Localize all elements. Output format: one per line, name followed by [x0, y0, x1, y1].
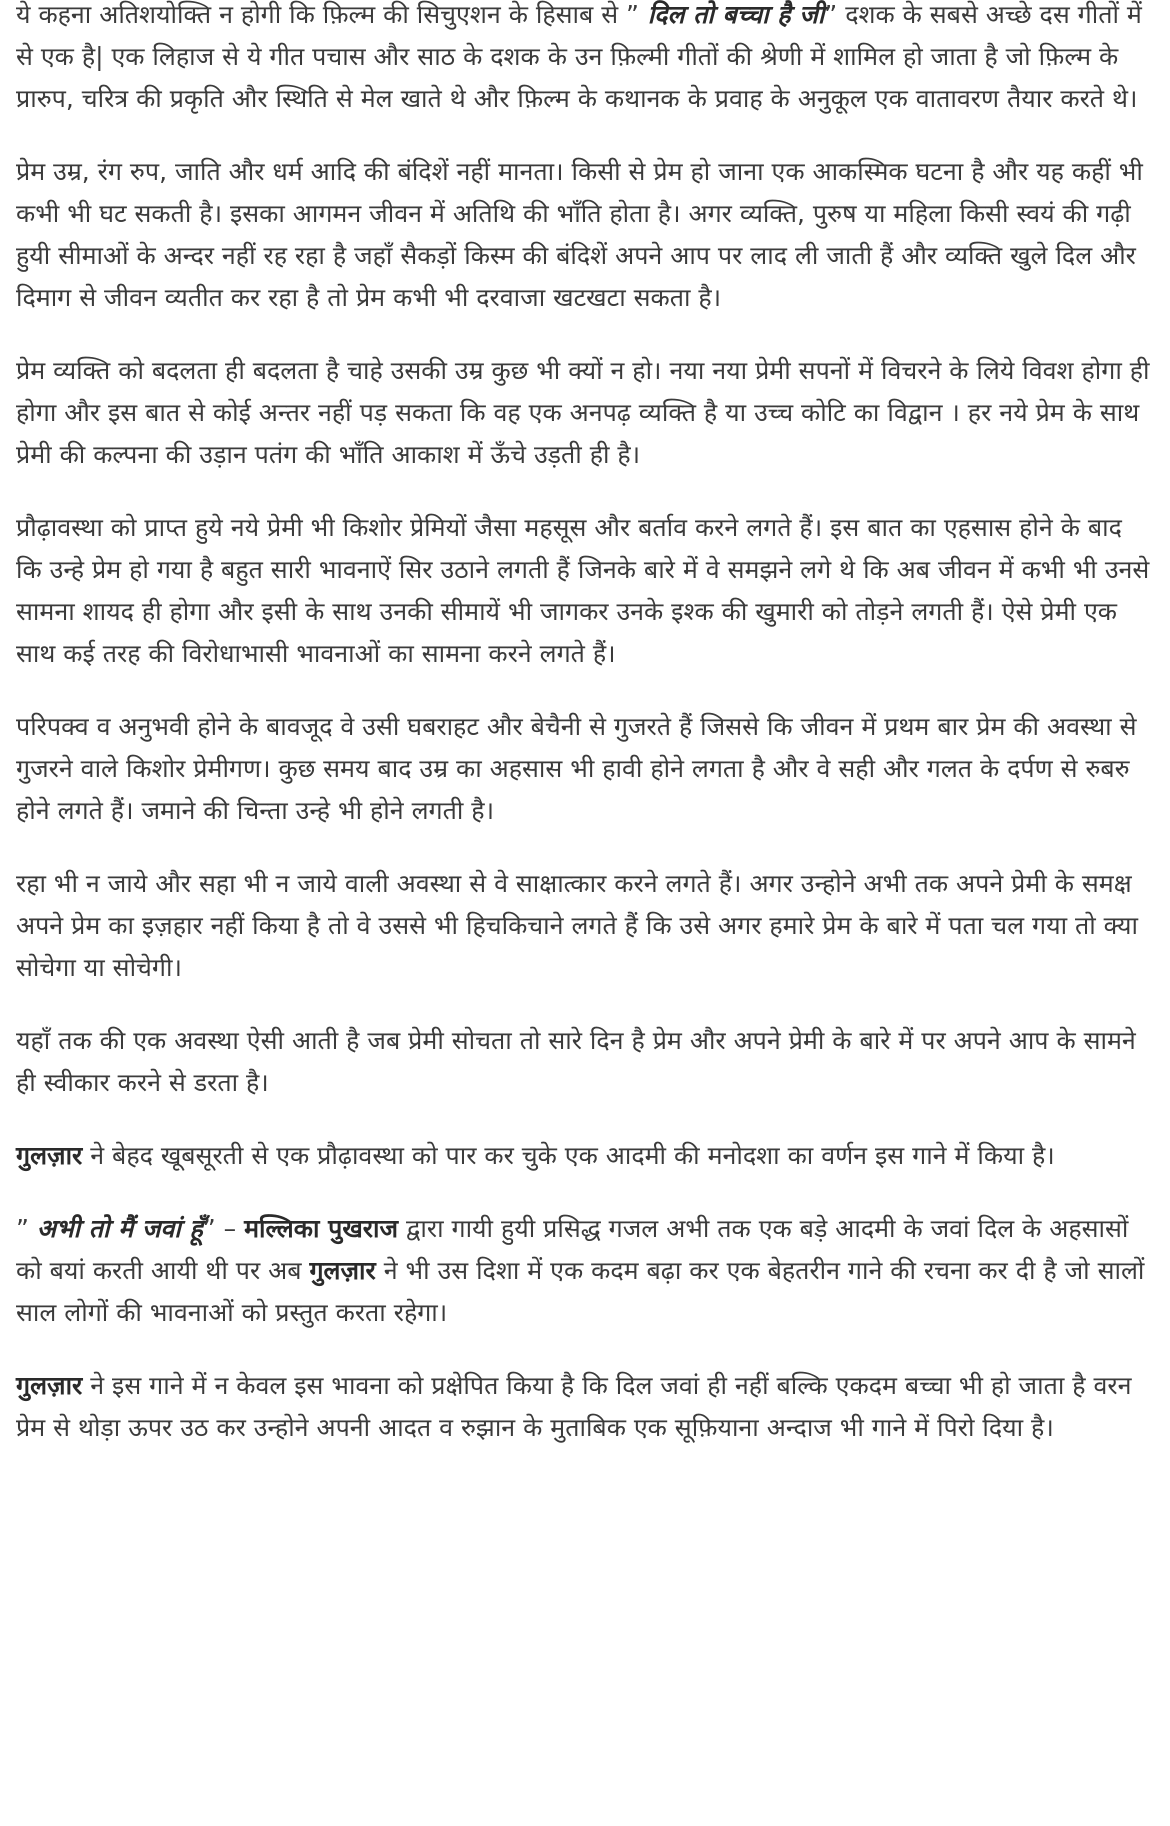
- singer-name: मल्लिका पुखराज: [244, 1214, 399, 1243]
- intro-text-cont: ” दशक के सबसे अच्छे दस गीतों में से एक है| एक लिहाज से ये गीत पचास और साठ के दशक के उन फ़िल्मी गीतों की श्रेणी में शामिल हो जाता है जो फ़िल्म के प्रारुप, चरित्र की प्रकृति और स्थिति से मेल खाते थे और फ़िल्म के कथानक के प्रवाह के अनुकूल एक वातावरण तैयार करते थे।: [16, 0, 1142, 113]
- intro-text: ये कहना अतिशयोक्ति न होगी कि फ़िल्म की सिचुएशन के हिसाब से ”: [16, 0, 639, 29]
- gulzar-name: गुलज़ार: [309, 1256, 376, 1285]
- open-quote: ”: [16, 1214, 37, 1243]
- paragraph-gulzar-description: [16, 1135, 1152, 1177]
- paragraph-ghazal-reference: [16, 1208, 1152, 1334]
- gulzar-name: गुलज़ार: [16, 1371, 83, 1400]
- gulzar-description-text: ने बेहद खूबसूरती से एक प्रौढ़ावस्था को पार कर चुके एक आदमी की मनोदशा का वर्णन इस गाने में किया है।: [82, 1141, 1055, 1170]
- paragraph-sufi-style: [16, 1365, 1152, 1449]
- paragraph-love-changes: प्रेम व्यक्ति को बदलता ही बदलता है चाहे उसकी उम्र कुछ भी क्यों न हो। नया नया प्रेमी सपनों में विचरने के लिये विवश होगा ही होगा और इस बात से कोई अन्तर नहीं पड़ सकता कि वह एक अनपढ़ व्यक्ति है या उच्च कोटि का विद्वान । हर नये प्रेम के साथ प्रेमी की कल्पना की उड़ान पतंग की भाँति आकाश में ऊँचे उड़ती ही है।: [16, 356, 1150, 469]
- sufi-style-text: ने इस गाने में न केवल इस भावना को प्रक्षेपित किया है कि दिल जवां ही नहीं बल्कि एकदम बच्चा भी हो जाता है वरन प्रेम से थोड़ा ऊपर उठ कर उन्होने अपनी आदत व रुझान के मुताबिक एक सूफ़ियाना अन्दाज भी गाने में पिरो दिया है।: [16, 1371, 1132, 1442]
- ghazal-text: द्वारा गायी हुयी प्रसिद्ध गजल अभी तक एक बड़े आदमी के जवां दिल के अहसासों को बयां करती आयी थी पर अब: [16, 1214, 1129, 1285]
- ghazal-title-emphasis: अभी तो मैं जवां हूँ: [36, 1214, 203, 1243]
- paragraph-experienced: परिपक्व व अनुभवी होने के बावजूद वे उसी घबराहट और बेचैनी से गुजरते हैं जिससे कि जीवन में प्रथम बार प्रेम की अवस्था से गुजरने वाले किशोर प्रेमीगण। कुछ समय बाद उम्र का अहसास भी हावी होने लगता है और वे सही और गलत के दर्पण से रुबरु होने लगते हैं। जमाने की चिन्ता उन्हे भी होने लगती है।: [16, 712, 1137, 825]
- close-quote-dash: ” –: [202, 1214, 245, 1243]
- ghazal-text-cont: ने भी उस दिशा में एक कदम बढ़ा कर एक बेहतरीन गाने की रचना कर दी है जो सालों साल लोगों की भावनाओं को प्रस्तुत करता रहेगा।: [16, 1256, 1145, 1327]
- paragraph-love-nature: प्रेम उम्र, रंग रुप, जाति और धर्म आदि की बंदिशें नहीं मानता। किसी से प्रेम हो जाना एक आकस्मिक घटना है और यह कहीं भी कभी भी घट सकती है। इसका आगमन जीवन में अतिथि की भाँति होता है। अगर व्यक्ति, पुरुष या महिला किसी स्वयं की गढ़ी हुयी सीमाओं के अन्दर नहीं रह रहा है जहाँ सैकड़ों किस्म की बंदिशें अपने आप पर लाद ली जाती हैं और व्यक्ति खुले दिल और दिमाग से जीवन व्यतीत कर रहा है तो प्रेम कभी भी दरवाजा खटखटा सकता है।: [16, 157, 1143, 312]
- paragraph-hesitation: रहा भी न जाये और सहा भी न जाये वाली अवस्था से वे साक्षात्कार करने लगते हैं। अगर उन्होने अभी तक अपने प्रेमी के समक्ष अपने प्रेम का इज़हार नहीं किया है तो वे उससे भी हिचकिचाने लगते हैं कि उसे अगर हमारे प्रेम के बारे में पता चल गया तो क्या सोचेगा या सोचेगी।: [16, 869, 1139, 982]
- song-title-emphasis: दिल तो बच्चा है जी: [639, 0, 825, 29]
- gulzar-name: गुलज़ार: [16, 1141, 83, 1170]
- paragraph-mature-lovers: प्रौढ़ावस्था को प्राप्त हुये नये प्रेमी भी किशोर प्रेमियों जैसा महसूस और बर्ताव करने लगते हैं। इस बात का एहसास होने के बाद कि उन्हे प्रेम हो गया है बहुत सारी भावनाऐं सिर उठाने लगती हैं जिनके बारे में वे समझने लगे थे कि अब जीवन में कभी भी उनसे सामना शायद ही होगा और इसी के साथ उनकी सीमायें भी जागकर उनके इश्क की खुमारी को तोड़ने लगती हैं। ऐसे प्रेमी एक साथ कई तरह की विरोधाभासी भावनाओं का सामना करने लगते हैं।: [16, 513, 1150, 668]
- paragraph-intro: [16, 0, 1152, 120]
- paragraph-fear: यहाँ तक की एक अवस्था ऐसी आती है जब प्रेमी सोचता तो सारे दिन है प्रेम और अपने प्रेमी के बारे में पर अपने आप के सामने ही स्वीकार करने से डरता है।: [16, 1026, 1136, 1097]
